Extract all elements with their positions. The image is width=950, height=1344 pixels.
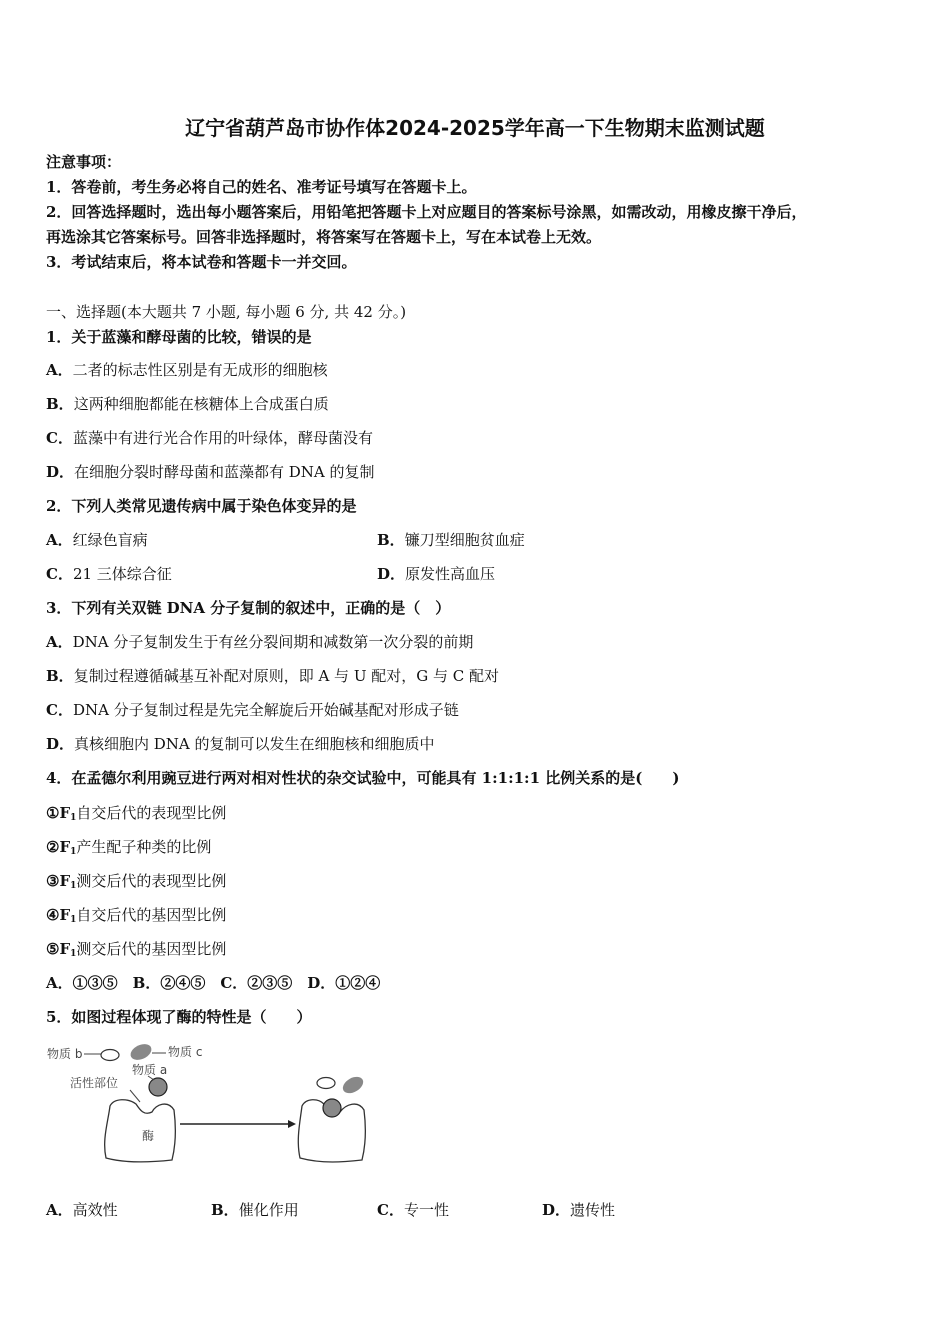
label-substance-c: 物质 c bbox=[168, 1045, 203, 1059]
section-heading: 一、选择题(本大题共 7 小题, 每小题 6 分, 共 42 分。) bbox=[46, 303, 407, 321]
pointer-line bbox=[130, 1090, 140, 1102]
option-a: A．高效性 bbox=[46, 1201, 118, 1219]
question-stem: 5．如图过程体现了酶的特性是（ ） bbox=[46, 1008, 312, 1026]
arrow-head bbox=[288, 1120, 296, 1128]
substance-b-shape bbox=[317, 1078, 335, 1089]
label-enzyme: 酶 bbox=[142, 1129, 155, 1143]
option-d: D．在细胞分裂时酵母菌和蓝藻都有 DNA 的复制 bbox=[46, 463, 375, 481]
option-d: D．原发性高血压 bbox=[377, 565, 496, 583]
question-stem: 2．下列人类常见遗传病中属于染色体变异的是 bbox=[46, 497, 357, 515]
option-b: B．催化作用 bbox=[211, 1201, 299, 1219]
substance-c-shape bbox=[128, 1041, 154, 1063]
option-b: B．复制过程遵循碱基互补配对原则，即 A 与 U 配对，G 与 C 配对 bbox=[46, 667, 500, 685]
substance-a-shape bbox=[323, 1099, 341, 1117]
notice-item: 再选涂其它答案标号。回答非选择题时，将答案写在答题卡上，写在本试卷上无效。 bbox=[46, 228, 602, 246]
option-a: A．二者的标志性区别是有无成形的细胞核 bbox=[46, 361, 328, 379]
option-b: B．这两种细胞都能在核糖体上合成蛋白质 bbox=[46, 395, 329, 413]
list-item: $①F_1$自交后代的表现型比例 bbox=[46, 804, 227, 823]
option-a: A．红绿色盲病 bbox=[46, 531, 148, 549]
label-active-site: 活性部位 bbox=[70, 1076, 119, 1090]
list-item: $④F_1$自交后代的基因型比例 bbox=[46, 906, 227, 925]
notice-heading: 注意事项： bbox=[46, 153, 122, 171]
option-c: C．21 三体综合征 bbox=[46, 565, 172, 583]
question-stem: 4．在孟德尔利用豌豆进行两对相对性状的杂交试验中，可能具有 1:1:1:1 比例关系的是( ) bbox=[46, 769, 680, 787]
substance-a-shape bbox=[149, 1078, 167, 1096]
list-item: $③F_1$测交后代的表现型比例 bbox=[46, 872, 227, 891]
notice-item: 1．答卷前，考生务必将自己的姓名、准考证号填写在答题卡上。 bbox=[46, 178, 477, 196]
option-d: D．真核细胞内 DNA 的复制可以发生在细胞核和细胞质中 bbox=[46, 735, 435, 753]
question-stem: 1．关于蓝藻和酵母菌的比较，错误的是 bbox=[46, 328, 312, 346]
list-item: $②F_1$产生配子种类的比例 bbox=[46, 838, 212, 857]
enzyme-shape bbox=[105, 1100, 176, 1162]
option-c: C．DNA 分子复制过程是先完全解旋后开始碱基配对形成子链 bbox=[46, 701, 459, 719]
option-d: D．遗传性 bbox=[542, 1201, 616, 1219]
question-stem: 3．下列有关双链 DNA 分子复制的叙述中，正确的是（ ） bbox=[46, 599, 451, 617]
notice-item: 3．考试结束后，将本试卷和答题卡一并交回。 bbox=[46, 253, 357, 271]
option-c: C．专一性 bbox=[377, 1201, 449, 1219]
page-title: 辽宁省葫芦岛市协作体2024-2025学年高一下生物期末监测试题 bbox=[185, 116, 765, 140]
substance-b-shape bbox=[101, 1050, 119, 1061]
label-substance-a: 物质 a bbox=[132, 1063, 168, 1077]
enzyme-diagram bbox=[44, 1040, 384, 1170]
label-substance-b: 物质 b bbox=[47, 1047, 83, 1061]
option-a: A．DNA 分子复制发生于有丝分裂间期和减数第一次分裂的前期 bbox=[46, 633, 474, 651]
option-b: B．镰刀型细胞贫血症 bbox=[377, 531, 525, 549]
answer-options: A．①③⑤ B．②④⑤ C．②③⑤ D．①②④ bbox=[46, 974, 381, 992]
notice-item: 2．回答选择题时，选出每小题答案后，用铅笔把答题卡上对应题目的答案标号涂黑，如需改动，用橡皮擦干净后， bbox=[46, 203, 807, 221]
list-item: $⑤F_1$测交后代的基因型比例 bbox=[46, 940, 227, 959]
substance-c-shape bbox=[340, 1073, 366, 1096]
option-c: C．蓝藻中有进行光合作用的叶绿体，酵母菌没有 bbox=[46, 429, 373, 447]
